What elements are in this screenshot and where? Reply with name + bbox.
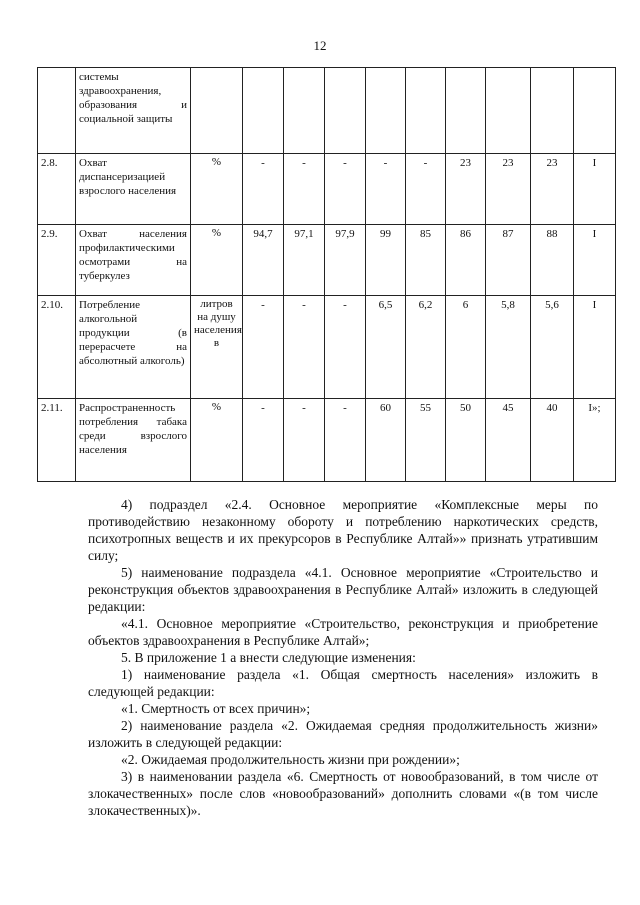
value-cell: 99 (366, 225, 406, 296)
value-cell: - (284, 154, 325, 225)
row-number-cell: 2.8. (38, 154, 76, 225)
value-cell: - (243, 399, 284, 482)
table-cell (486, 68, 531, 154)
table-cell (284, 68, 325, 154)
paragraph: 3) в наименовании раздела «6. Смертность от новообразований, в том числе от злокачественных» после слов «новообразований» дополнить словами «(в том числе злокачественных)». (88, 769, 598, 818)
mark-cell: I (574, 296, 616, 399)
indicators-table (37, 67, 616, 482)
value-cell: 85 (406, 225, 446, 296)
value-cell: 94,7 (243, 225, 284, 296)
value-cell: 23 (486, 154, 531, 225)
page-number: 12 (313, 38, 327, 53)
value-cell: - (325, 399, 366, 482)
paragraph: 5) наименование подраздела «4.1. Основное мероприятие «Строительство и реконструкция объектов здравоохранения в Республике Алтай» изложить в следующей редакции: (88, 565, 598, 614)
table-row (38, 296, 616, 399)
value-cell: 60 (366, 399, 406, 482)
row-number-cell: 2.11. (38, 399, 76, 482)
table-cell (574, 68, 616, 154)
value-cell: 88 (531, 225, 574, 296)
mark-cell: I (574, 225, 616, 296)
value-cell: 87 (486, 225, 531, 296)
value-cell: - (284, 296, 325, 399)
table-row (38, 399, 616, 482)
value-cell: 50 (446, 399, 486, 482)
table-cell (38, 68, 76, 154)
row-number-cell: 2.10. (38, 296, 76, 399)
value-cell: 97,1 (284, 225, 325, 296)
row-name-cell: Распространенность потребления табака среди взрослого населения (76, 399, 191, 482)
table-cell (406, 68, 446, 154)
table-row (38, 154, 616, 225)
value-cell: 97,9 (325, 225, 366, 296)
table-cell (446, 68, 486, 154)
table-row (38, 68, 616, 154)
mark-cell: I (574, 154, 616, 225)
paragraph: 4) подраздел «2.4. Основное мероприятие «Комплексные меры по противодействию незаконному обороту и потреблению наркотических средств, психотропных веществ и их прекурсоров в Республике Алтай»» признать утратившим силу; (88, 497, 598, 563)
value-cell: 86 (446, 225, 486, 296)
row-number-cell: 2.9. (38, 225, 76, 296)
value-cell: - (284, 399, 325, 482)
value-cell: 5,8 (486, 296, 531, 399)
value-cell: - (243, 296, 284, 399)
value-cell: - (406, 154, 446, 225)
value-cell: - (243, 154, 284, 225)
row-name-cell: Охват населения профилактическими осмотрами на туберкулез (76, 225, 191, 296)
mark-cell: I»; (574, 399, 616, 482)
value-cell: 45 (486, 399, 531, 482)
paragraph: «4.1. Основное мероприятие «Строительство, реконструкция и приобретение объектов здравоохранения в Республике Алтай»; (88, 616, 598, 648)
value-cell: - (325, 154, 366, 225)
paragraph: 2) наименование раздела «2. Ожидаемая средняя продолжительность жизни» изложить в следующей редакции: (88, 718, 598, 750)
unit-cell: % (191, 154, 243, 225)
table-cell (366, 68, 406, 154)
row-name-cell: Потребление алкогольной продукции (в перерасчете на абсолютный алкоголь) (76, 296, 191, 399)
table-cell (325, 68, 366, 154)
paragraph: 1) наименование раздела «1. Общая смертность населения» изложить в следующей редакции: (88, 667, 598, 699)
value-cell: 5,6 (531, 296, 574, 399)
unit-cell: % (191, 225, 243, 296)
body-text (88, 496, 598, 819)
table-cell (531, 68, 574, 154)
unit-cell: литров на душу населения в (191, 296, 243, 399)
row-name-cell: системы здравоохранения, образования и социальной защиты (76, 68, 191, 154)
value-cell: - (366, 154, 406, 225)
paragraph: 5. В приложение 1 а внести следующие изменения: (121, 650, 416, 665)
paragraph: «2. Ожидаемая продолжительность жизни при рождении»; (121, 752, 460, 767)
value-cell: 23 (531, 154, 574, 225)
row-name-cell: Охват диспансеризацией взрослого населения (76, 154, 191, 225)
table-cell (191, 68, 243, 154)
unit-cell: % (191, 399, 243, 482)
table-cell (243, 68, 284, 154)
paragraph: «1. Смертность от всех причин»; (121, 701, 311, 716)
value-cell: 55 (406, 399, 446, 482)
value-cell: 40 (531, 399, 574, 482)
value-cell: - (325, 296, 366, 399)
table-row (38, 225, 616, 296)
value-cell: 6 (446, 296, 486, 399)
value-cell: 6,2 (406, 296, 446, 399)
value-cell: 6,5 (366, 296, 406, 399)
value-cell: 23 (446, 154, 486, 225)
